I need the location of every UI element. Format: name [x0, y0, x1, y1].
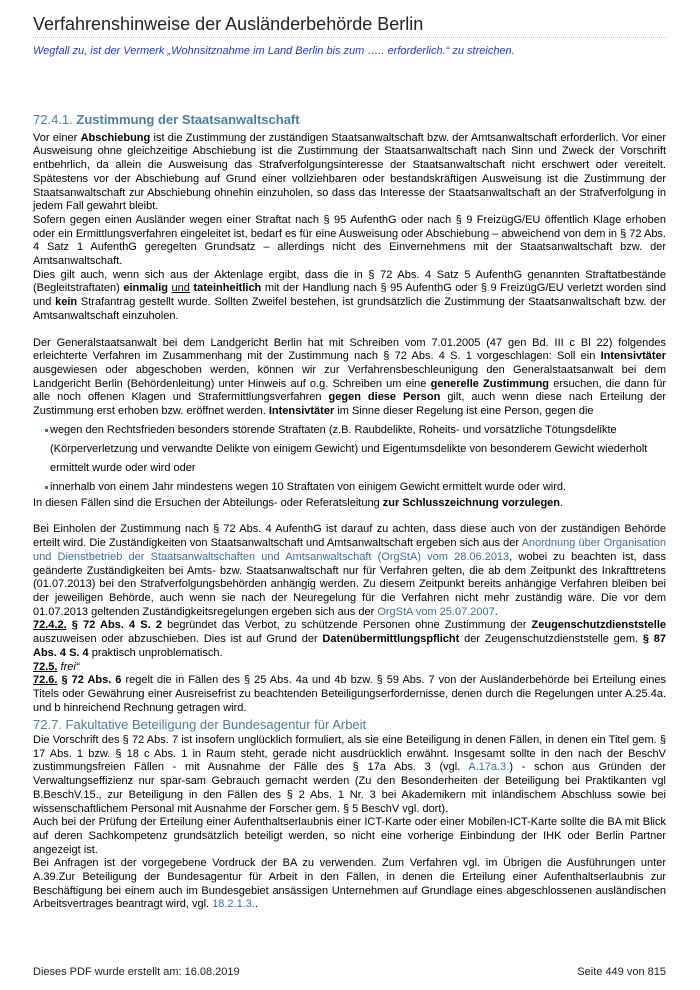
section-72-4-2: 72.4.2. § 72 Abs. 4 S. 2 begründet das Verbot, zu schützende Personen ohne Zustimmung der Zeugenschutzdienststelle auszuweisen oder abzuschieben. Dies ist auf Grund der Datenübermittlungspflicht der Zeugenschutzdienststelle gem. § 87 Abs. 4 S. 4 praktisch unproblematisch.	[33, 619, 666, 659]
a17a3-link[interactable]: A.17a.3.	[468, 761, 510, 774]
header-title: Verfahrenshinweise der Ausländerbehörde Berlin	[33, 14, 424, 34]
list-item: wegen den Rechtsfrieden besonders störende Straftaten (z.B. Raubdelikte, Roheits- und vorsätzliche Tötungsdelikte (Körperverletzung und verwandte Delikte von einigem Gewicht) und Eigentumsdelikte von besonderem Gewicht wiederholt ermittelt wurde oder wird oder	[33, 421, 666, 478]
orgsta-2007-link[interactable]: OrgStA vom 25.07.2007	[377, 605, 495, 618]
footer-page-number: Seite 449 von 815	[577, 966, 666, 978]
bullet-list	[33, 421, 666, 497]
footer-created: Dieses PDF wurde erstellt am: 16.08.2019	[33, 966, 240, 978]
ref-18-2-1-3-link[interactable]: 18.2.1.3.	[212, 898, 255, 911]
paragraph: In diesen Fällen sind die Ersuchen der Abteilungs- oder Referatsleitung zur Schlusszeichnung vorzulegen.	[33, 496, 564, 509]
paragraph: Der Generalstaatsanwalt bei dem Landgericht Berlin hat mit Schreiben vom 7.01.2005 (47 gen Bd. III c Bl 22) folgendes erleichterte Verfahren im Zusammenhang mit der Zustimmung nach § 72 Abs. 4 S. 1 vorgeschlagen: Soll ein Intensivtäter ausgewiesen oder abgeschoben werden, können wir zur Verfahrensbeschleunigung den Generalstaatsanwalt bei dem Landgericht Berlin (Behördenleitung) unter Hinweis auf o.g. Schreiben um eine generelle Zustimmung ersuchen, die dann für alle noch offenen Klagen und Strafermittlungsverfahren gegen diese Person gilt, auch wenn diese nach Erteilung der Zustimmung erst erhoben bzw. eröffnet werden. Intensivtäter im Sinne dieser Regelung ist eine Person, gegen die	[33, 336, 666, 418]
paragraph: Vor einer Abschiebung ist die Zustimmung der zuständigen Staatsanwaltschaft bzw. der Amtsanwaltschaft erforderlich. Vor einer Ausweisung ohne gleichzeitige Abschiebung ist die Zustimmung der Staatsanwaltschaft nach Sinn und Zweck der Vorschrift entbehrlich, da allein die Ausweisung das Strafverfolgungsinteresse der Staatsanwaltschaft nicht erschwert oder vereitelt. Spätestens vor der Abschiebung auf Grund einer vollziehbaren oder bestandskräftigen Ausweisung ist die Zustimmung der Staatsanwaltschaft zur Abschiebung ohnehin einzuholen, so dass das Interesse der Staatsanwaltschaft an der Strafverfolgung in jedem Fall gewahrt bleibt.	[33, 131, 666, 213]
paragraph: Sofern gegen einen Ausländer wegen einer Straftat nach § 95 AufenthG oder nach § 9 FreizügG/EU öffentlich Klage erhoben oder ein Ermittlungsverfahren eingeleitet ist, bedarf es für eine Ausweisung oder Abschiebung – abweichend von dem in § 72 Abs. 4 Satz 1 AufenthG geregelten Grundsatz – allerdings nicht des Einvernehmens mit der Staatsanwaltschaft bzw. der Amtsanwaltschaft.	[33, 213, 666, 268]
list-item: innerhalb von einem Jahr mindestens wegen 10 Straftaten von einigem Gewicht ermittelt wurde oder wird.	[33, 478, 666, 497]
section-72-4-1	[33, 113, 666, 912]
paragraph: Auch bei der Prüfung der Erteilung einer Aufenthaltserlaubnis einer ICT-Karte oder einer Mobilen-ICT-Karte sollte die BA mit Blick auf deren Sachkompetenz grundsätzlich beteiligt werden, so nicht eine vorherige Einbindung der IHK oder Berlin Partner angezeigt ist.	[33, 816, 666, 856]
page-footer	[33, 966, 666, 978]
paragraph: Die Vorschrift des § 72 Abs. 7 ist insofern unglücklich formuliert, als sie eine Beteiligung in denen Fällen, in denen ein Titel gem. § 17 Abs. 1 bzw. § 18 c Abs. 1 in Raum steht, gerade nicht ausdrücklich erwähnt. Insgesamt sollte in den nach der BeschV zustimmungsfreien Fällen - mit Ausnahme der Fälle des § 17a Abs. 3 (vgl. A.17a.3.) - schon aus Gründen der Verwaltungseffizienz nur spar-sam Gebrauch gemacht werden (Zu den Besonderheiten der Beteiligung bei Praktikanten vgl B.BeschV.15., zur Beteiligung in den Fällen des § 2 Abs. 1 Nr. 3 bei Akademikern mit inländischem Abschluss sowie bei wissenschaftlichem Personal mit Ausnahme der Forscher gem. § 5 BeschV vgl. dort).	[33, 734, 666, 815]
section-72-6: 72.6. § 72 Abs. 6 regelt die in Fällen des § 25 Abs. 4a und 4b bzw. § 59 Abs. 7 von der Ausländerbehörde bei Erteilung eines Titels oder Gewährung einer Ausreisefrist zu beachtenden Beteiligungserfordernisse, denen durch die Regelungen unter A.25.4a. und b hinreichend Rechnung getragen wird.	[33, 674, 666, 714]
section-heading-72-7: 72.7. Fakultative Beteiligung der Bundesagentur für Arbeit	[33, 717, 367, 733]
header-note: Wegfall zu, ist der Vermerk „Wohnsitznahme im Land Berlin bis zum ….. erforderlich.“ zu streichen.	[33, 45, 515, 57]
paragraph: Bei Einholen der Zustimmung nach § 72 Abs. 4 AufenthG ist darauf zu achten, dass diese auch von der zuständigen Behörde erteilt wird. Die Zuständigkeiten von Staatsanwaltschaft und Amtsanwaltschaft ergeben sich aus der Anordnung über Organisation und Dienstbetrieb der Staatsanwaltschaften und Amtsanwaltschaft (OrgStA) vom 28.06.2013, wobei zu beachten ist, dass geänderte Zuständigkeiten bei Amts- bzw. Staatsanwaltschaft nur für Verfahren gelten, die ab dem Zeitpunkt des Inkrafttretens (01.07.2013) bei den Strafverfolgungsbehörden anhängig werden. Zu diesem Zeitpunkt bereits anhängige Verfahren bleiben bei der jeweiligen Behörde, auch wenn sie nach der Neuregelung für die Verfahren nicht mehr zuständig wäre. Die vor dem 01.07.2013 geltenden Zuständigkeitsregelungen ergeben sich aus der OrgStA vom 25.07.2007.	[33, 523, 666, 618]
orgsta-2013-link[interactable]: Anordnung über Organisation und Dienstbetrieb der Staatsanwaltschaften und Amtsanwaltschaft (OrgStA) vom 28.06.2013	[33, 537, 666, 563]
section-heading-72-4-1: 72.4.1. Zustimmung der Staatsanwaltschaft	[33, 112, 300, 127]
paragraph: Bei Anfragen ist der vorgegebene Vordruck der BA zu verwenden. Zum Verfahren vgl. im Übrigen die Ausführungen unter A.39.Zur Beteiligung der Bundesagentur für Arbeit in den Fällen, in denen die Erteilung einer Aufenthaltserlaubnis zur Beschäftigung bei einem auch im Bundesgebiet ansässigen Unternehmen auf Grundlage eines abgeschlossenen ausländischen Arbeitsvertrages beantragt wird, vgl. 18.2.1.3..	[33, 857, 666, 911]
header-divider	[33, 37, 666, 38]
paragraph: Dies gilt auch, wenn sich aus der Aktenlage ergibt, dass die in § 72 Abs. 4 Satz 5 AufenthG genannten Straftatbestände (Begleitstraftaten) einmalig und tateinheitlich mit der Handlung nach § 95 AufenthG oder § 9 FreizügG/EU verletzt worden sind und kein Strafantrag gestellt wurde. Sollten Zweifel bestehen, ist grundsätzlich die Zustimmung der Staatsanwaltschaft bzw. der Amtsanwaltschaft einzuholen.	[33, 268, 667, 322]
section-72-5: 72.5. frei“	[33, 660, 80, 673]
